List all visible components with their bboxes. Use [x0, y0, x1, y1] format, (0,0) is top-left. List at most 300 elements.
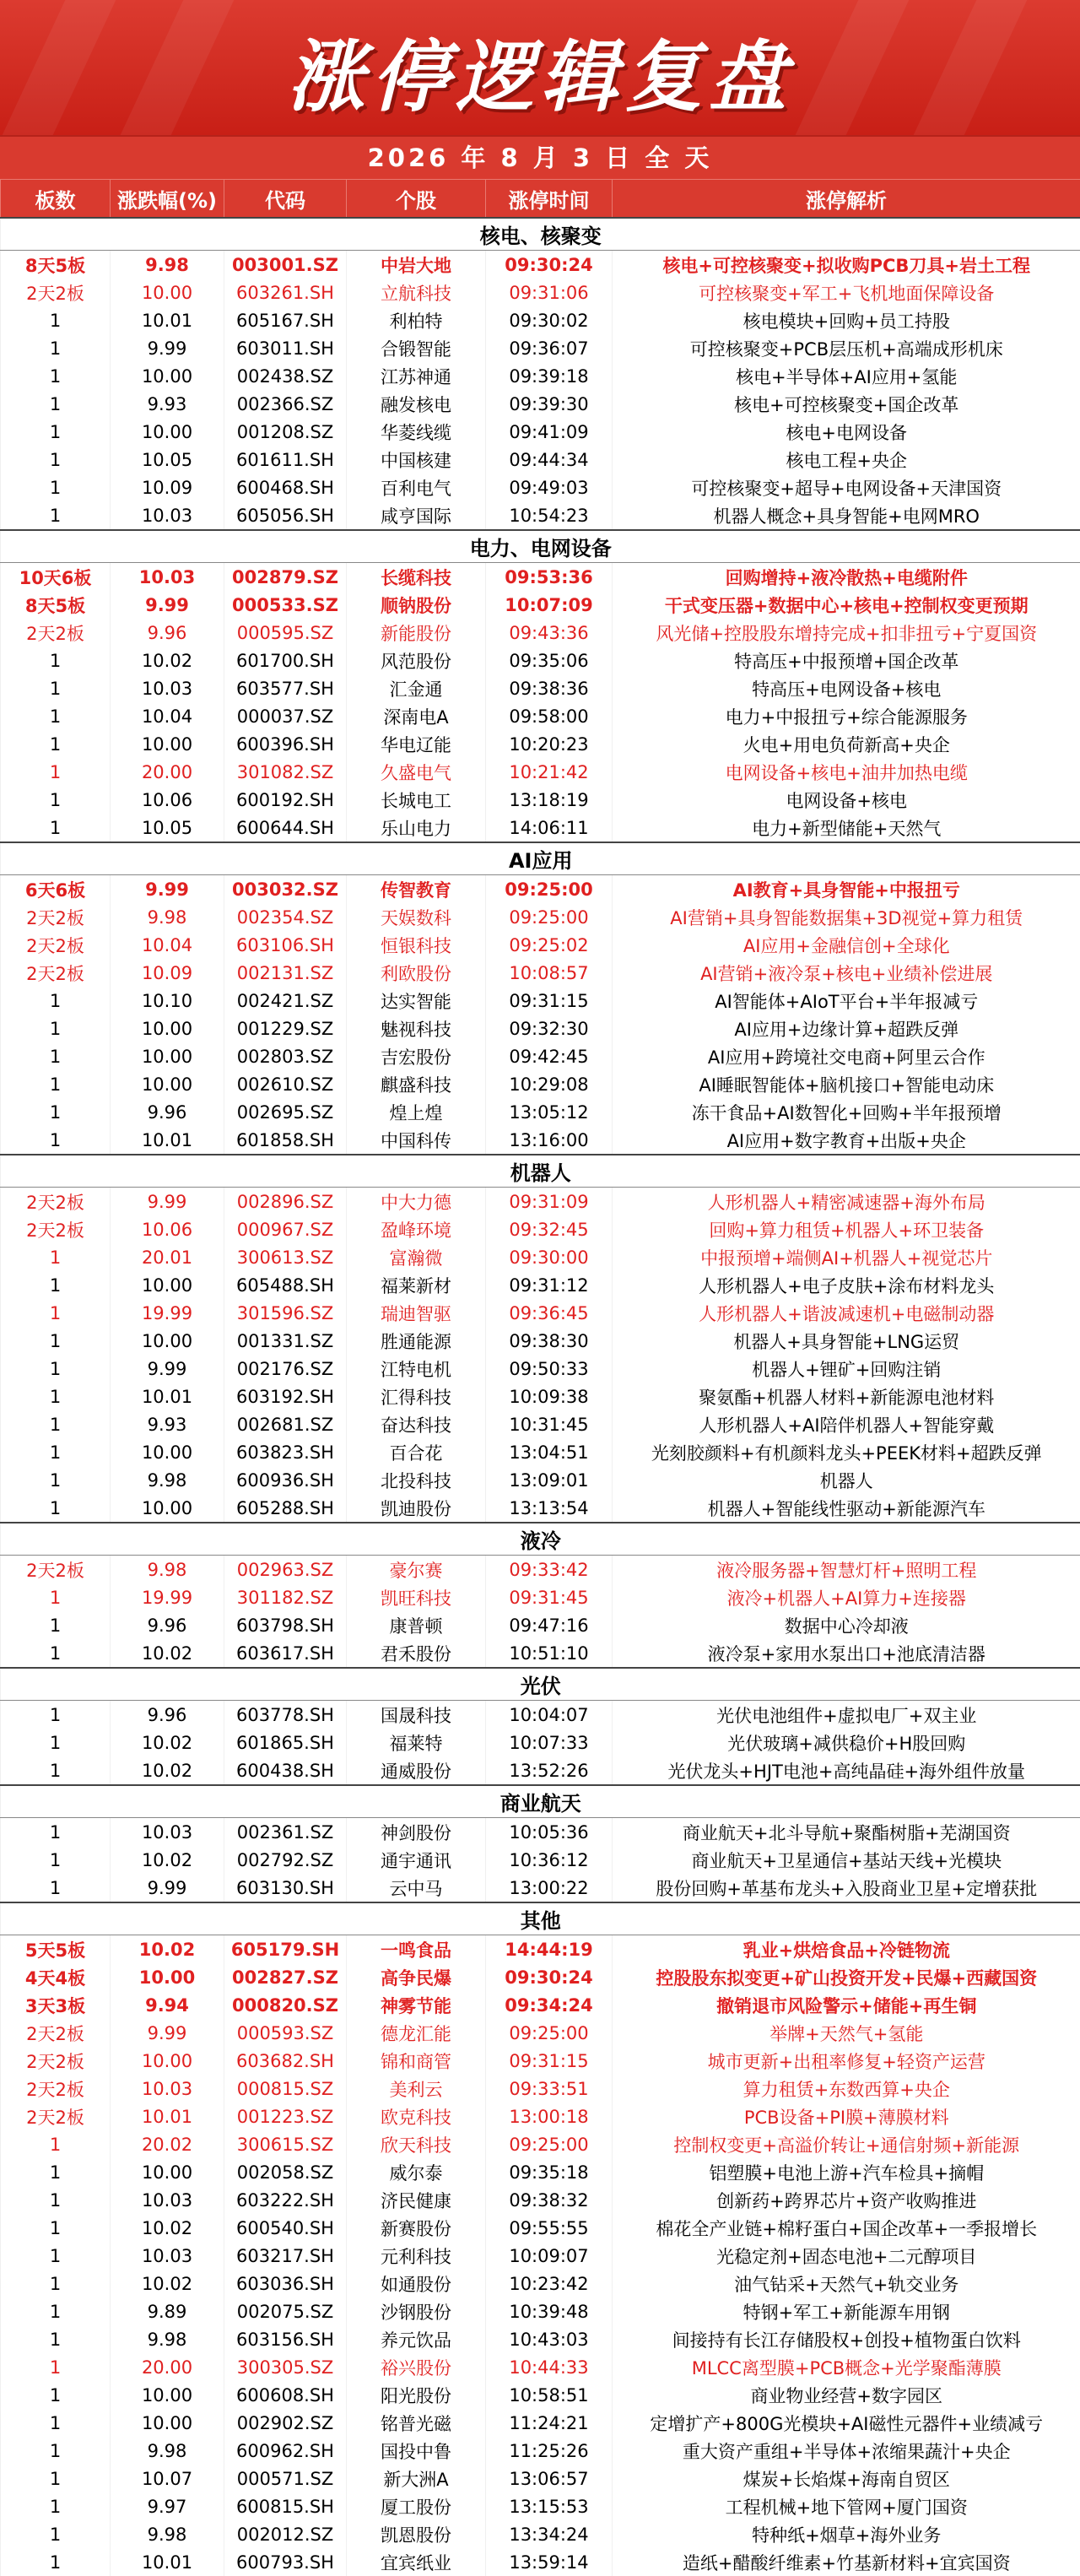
cell-code: 002902.SZ — [224, 2409, 347, 2437]
table-row — [1, 2520, 1080, 2548]
cell-board-count: 1 — [1, 2520, 111, 2548]
cell-reason: 机器人 — [613, 1466, 1080, 1494]
cell-change-pct: 10.02 — [111, 647, 224, 674]
cell-reason: 核电工程+央企 — [613, 446, 1080, 474]
cell-change-pct: 10.03 — [111, 501, 224, 530]
cell-limit-time: 09:33:51 — [486, 2075, 613, 2102]
cell-code: 601611.SH — [224, 446, 347, 474]
cell-limit-time: 13:00:22 — [486, 1874, 613, 1902]
cell-change-pct: 10.00 — [111, 1327, 224, 1355]
cell-reason: 光刻胶颜料+有机颜料龙头+PEEK材料+超跌反弹 — [613, 1438, 1080, 1466]
section-header — [1, 1523, 1080, 1556]
cell-board-count: 1 — [1, 501, 111, 530]
cell-limit-time: 13:09:01 — [486, 1466, 613, 1494]
cell-change-pct: 20.00 — [111, 2353, 224, 2381]
cell-board-count: 1 — [1, 730, 111, 758]
cell-code: 000533.SZ — [224, 591, 347, 619]
cell-stock-name: 百利电气 — [347, 474, 486, 501]
table-row — [1, 1126, 1080, 1155]
cell-stock-name: 福莱新材 — [347, 1271, 486, 1299]
cell-code: 002131.SZ — [224, 959, 347, 987]
cell-reason: 液冷泵+家用水泵出口+池底清洁器 — [613, 1639, 1080, 1668]
table-row — [1, 1015, 1080, 1042]
table-row — [1, 2019, 1080, 2047]
table-row — [1, 674, 1080, 702]
cell-reason: 光伏龙头+HJT电池+高纯晶硅+海外组件放量 — [613, 1756, 1080, 1785]
cell-code: 605288.SH — [224, 1494, 347, 1523]
cell-stock-name: 济民健康 — [347, 2186, 486, 2214]
cell-limit-time: 09:55:55 — [486, 2214, 613, 2242]
cell-limit-time: 10:05:36 — [486, 1818, 613, 1847]
cell-stock-name: 天娱数科 — [347, 903, 486, 931]
cell-board-count: 1 — [1, 1243, 111, 1271]
cell-code: 603011.SH — [224, 334, 347, 362]
cell-board-count: 1 — [1, 1299, 111, 1327]
cell-change-pct: 20.01 — [111, 1243, 224, 1271]
cell-change-pct: 10.09 — [111, 959, 224, 987]
cell-code: 603036.SH — [224, 2270, 347, 2297]
cell-reason: 核电+半导体+AI应用+氢能 — [613, 362, 1080, 390]
cell-reason: 液冷+机器人+AI算力+连接器 — [613, 1583, 1080, 1611]
table-row — [1, 418, 1080, 446]
table-row — [1, 501, 1080, 530]
table-row — [1, 2158, 1080, 2186]
title-banner — [0, 0, 1080, 135]
cell-board-count: 1 — [1, 1438, 111, 1466]
table-row — [1, 251, 1080, 279]
cell-reason: 控制权变更+高溢价转让+通信射频+新能源 — [613, 2130, 1080, 2158]
cell-board-count: 1 — [1, 2548, 111, 2576]
cell-stock-name: 元利科技 — [347, 2242, 486, 2270]
table-row — [1, 1963, 1080, 1991]
cell-stock-name: 乐山电力 — [347, 814, 486, 842]
cell-limit-time: 13:00:18 — [486, 2102, 613, 2130]
cell-change-pct: 9.96 — [111, 1098, 224, 1126]
cell-limit-time: 10:54:23 — [486, 501, 613, 530]
table-row — [1, 2437, 1080, 2465]
cell-code: 603798.SH — [224, 1611, 347, 1639]
section-header — [1, 1155, 1080, 1188]
cell-code: 603577.SH — [224, 674, 347, 702]
cell-code: 300615.SZ — [224, 2130, 347, 2158]
cell-reason: 可控核聚变+超导+电网设备+天津国资 — [613, 474, 1080, 501]
cell-board-count: 1 — [1, 1818, 111, 1847]
cell-code: 002354.SZ — [224, 903, 347, 931]
cell-stock-name: 深南电A — [347, 702, 486, 730]
cell-limit-time: 09:30:02 — [486, 306, 613, 334]
section-title: 光伏 — [1, 1668, 1080, 1701]
cell-change-pct: 9.99 — [111, 2019, 224, 2047]
cell-code: 603261.SH — [224, 279, 347, 306]
cell-limit-time: 10:23:42 — [486, 2270, 613, 2297]
cell-board-count: 1 — [1, 334, 111, 362]
cell-stock-name: 华电辽能 — [347, 730, 486, 758]
cell-board-count: 2天2板 — [1, 2102, 111, 2130]
cell-code: 600815.SH — [224, 2492, 347, 2520]
cell-change-pct: 10.02 — [111, 2270, 224, 2297]
cell-change-pct: 9.96 — [111, 1701, 224, 1729]
cell-change-pct: 10.04 — [111, 931, 224, 959]
cell-change-pct: 10.03 — [111, 563, 224, 592]
table-row — [1, 1556, 1080, 1584]
cell-reason: 核电模块+回购+员工持股 — [613, 306, 1080, 334]
cell-limit-time: 09:33:42 — [486, 1556, 613, 1584]
cell-limit-time: 11:24:21 — [486, 2409, 613, 2437]
cell-board-count: 1 — [1, 1383, 111, 1410]
cell-board-count: 1 — [1, 390, 111, 418]
header-analysis: 涨停解析 — [613, 180, 1080, 219]
cell-code: 002896.SZ — [224, 1188, 347, 1216]
date-bar: 2026 年 8 月 3 日 全 天 — [0, 135, 1080, 179]
cell-limit-time: 10:04:07 — [486, 1701, 613, 1729]
cell-reason: 商业航天+卫星通信+基站天线+光模块 — [613, 1846, 1080, 1874]
cell-stock-name: 久盛电气 — [347, 758, 486, 786]
cell-code: 603130.SH — [224, 1874, 347, 1902]
cell-limit-time: 09:25:02 — [486, 931, 613, 959]
table-row — [1, 2270, 1080, 2297]
cell-board-count: 1 — [1, 1701, 111, 1729]
cell-board-count: 1 — [1, 306, 111, 334]
cell-board-count: 1 — [1, 1466, 111, 1494]
cell-stock-name: 宜宾纸业 — [347, 2548, 486, 2576]
cell-limit-time: 13:18:19 — [486, 786, 613, 814]
cell-change-pct: 9.93 — [111, 1410, 224, 1438]
table-row — [1, 1818, 1080, 1847]
section-title: 核电、核聚变 — [1, 218, 1080, 251]
table-row — [1, 786, 1080, 814]
cell-board-count: 6天6板 — [1, 875, 111, 904]
table-row — [1, 2325, 1080, 2353]
cell-limit-time: 10:29:08 — [486, 1070, 613, 1098]
cell-change-pct: 10.02 — [111, 1639, 224, 1668]
cell-stock-name: 威尔泰 — [347, 2158, 486, 2186]
cell-stock-name: 通宇通讯 — [347, 1846, 486, 1874]
cell-reason: 创新药+跨界芯片+资产收购推进 — [613, 2186, 1080, 2214]
table-row — [1, 1355, 1080, 1383]
cell-change-pct: 10.01 — [111, 1383, 224, 1410]
cell-limit-time: 13:15:53 — [486, 2492, 613, 2520]
cell-board-count: 1 — [1, 1070, 111, 1098]
header-code: 代码 — [224, 180, 347, 219]
table-row — [1, 1243, 1080, 1271]
cell-code: 600192.SH — [224, 786, 347, 814]
cell-limit-time: 09:39:30 — [486, 390, 613, 418]
cell-reason: 举牌+天然气+氢能 — [613, 2019, 1080, 2047]
table-row — [1, 2297, 1080, 2325]
table-row — [1, 2465, 1080, 2492]
cell-code: 603106.SH — [224, 931, 347, 959]
cell-stock-name: 如通股份 — [347, 2270, 486, 2297]
cell-change-pct: 10.05 — [111, 446, 224, 474]
cell-change-pct: 10.00 — [111, 418, 224, 446]
cell-change-pct: 9.99 — [111, 875, 224, 904]
table-row — [1, 702, 1080, 730]
cell-limit-time: 10:09:07 — [486, 2242, 613, 2270]
cell-code: 002695.SZ — [224, 1098, 347, 1126]
cell-board-count: 10天6板 — [1, 563, 111, 592]
cell-board-count: 2天2板 — [1, 1556, 111, 1584]
cell-change-pct: 9.99 — [111, 591, 224, 619]
table-row — [1, 959, 1080, 987]
cell-stock-name: 一鸣食品 — [347, 1935, 486, 1964]
table-row — [1, 390, 1080, 418]
table-row — [1, 2409, 1080, 2437]
cell-reason: 算力租赁+东数西算+央企 — [613, 2075, 1080, 2102]
cell-reason: 人形机器人+谐波减速机+电磁制动器 — [613, 1299, 1080, 1327]
cell-code: 601700.SH — [224, 647, 347, 674]
cell-board-count: 2天2板 — [1, 903, 111, 931]
cell-board-count: 1 — [1, 1494, 111, 1523]
cell-code: 000595.SZ — [224, 619, 347, 647]
table-row — [1, 1466, 1080, 1494]
cell-limit-time: 10:08:57 — [486, 959, 613, 987]
cell-stock-name: 百合花 — [347, 1438, 486, 1466]
cell-board-count: 1 — [1, 1126, 111, 1155]
cell-limit-time: 09:31:12 — [486, 1271, 613, 1299]
cell-change-pct: 9.97 — [111, 2492, 224, 2520]
header-board-count: 板数 — [1, 180, 111, 219]
cell-board-count: 2天2板 — [1, 1215, 111, 1243]
cell-limit-time: 10:20:23 — [486, 730, 613, 758]
table-row — [1, 1935, 1080, 1964]
cell-change-pct: 10.01 — [111, 306, 224, 334]
cell-code: 605056.SH — [224, 501, 347, 530]
cell-reason: 棉花全产业链+棉籽蛋白+国企改革+一季报增长 — [613, 2214, 1080, 2242]
cell-reason: 定增扩产+800G光模块+AI磁性元器件+业绩减亏 — [613, 2409, 1080, 2437]
cell-stock-name: 新大洲A — [347, 2465, 486, 2492]
cell-board-count: 1 — [1, 2242, 111, 2270]
cell-change-pct: 10.05 — [111, 814, 224, 842]
cell-limit-time: 10:09:38 — [486, 1383, 613, 1410]
cell-board-count: 1 — [1, 474, 111, 501]
cell-change-pct: 19.99 — [111, 1583, 224, 1611]
cell-board-count: 1 — [1, 2270, 111, 2297]
cell-code: 001229.SZ — [224, 1015, 347, 1042]
cell-stock-name: 长缆科技 — [347, 563, 486, 592]
table-row — [1, 1846, 1080, 1874]
cell-board-count: 1 — [1, 2325, 111, 2353]
table-row — [1, 446, 1080, 474]
table-row — [1, 306, 1080, 334]
cell-change-pct: 10.00 — [111, 279, 224, 306]
cell-reason: AI教育+具身智能+中报扭亏 — [613, 875, 1080, 904]
cell-reason: 中报预增+端侧AI+机器人+视觉芯片 — [613, 1243, 1080, 1271]
cell-stock-name: 华菱线缆 — [347, 418, 486, 446]
cell-change-pct: 9.99 — [111, 1355, 224, 1383]
cell-board-count: 1 — [1, 1410, 111, 1438]
cell-code: 002075.SZ — [224, 2297, 347, 2325]
cell-code: 603682.SH — [224, 2047, 347, 2075]
table-row — [1, 1438, 1080, 1466]
cell-board-count: 1 — [1, 1042, 111, 1070]
cell-code: 300613.SZ — [224, 1243, 347, 1271]
table-row — [1, 1874, 1080, 1902]
cell-reason: 机器人概念+具身智能+电网MRO — [613, 501, 1080, 530]
cell-board-count: 2天2板 — [1, 959, 111, 987]
cell-board-count: 1 — [1, 2409, 111, 2437]
cell-code: 605167.SH — [224, 306, 347, 334]
cell-board-count: 8天5板 — [1, 591, 111, 619]
cell-board-count: 2天2板 — [1, 2019, 111, 2047]
cell-board-count: 1 — [1, 1729, 111, 1756]
table-row — [1, 1299, 1080, 1327]
cell-change-pct: 10.10 — [111, 987, 224, 1015]
cell-stock-name: 中大力德 — [347, 1188, 486, 1216]
cell-reason: 冻干食品+AI数智化+回购+半年报预增 — [613, 1098, 1080, 1126]
cell-change-pct: 10.00 — [111, 1494, 224, 1523]
cell-change-pct: 9.98 — [111, 903, 224, 931]
cell-stock-name: 通威股份 — [347, 1756, 486, 1785]
cell-limit-time: 09:31:15 — [486, 2047, 613, 2075]
table-row — [1, 2130, 1080, 2158]
table-row — [1, 903, 1080, 931]
table-body — [1, 218, 1080, 2576]
cell-change-pct: 10.03 — [111, 2186, 224, 2214]
cell-stock-name: 利欧股份 — [347, 959, 486, 987]
cell-stock-name: 传智教育 — [347, 875, 486, 904]
cell-stock-name: 阳光股份 — [347, 2381, 486, 2409]
cell-code: 002610.SZ — [224, 1070, 347, 1098]
cell-code: 603217.SH — [224, 2242, 347, 2270]
cell-board-count: 1 — [1, 1611, 111, 1639]
cell-limit-time: 10:43:03 — [486, 2325, 613, 2353]
cell-code: 600608.SH — [224, 2381, 347, 2409]
cell-reason: AI应用+数字教育+出版+央企 — [613, 1126, 1080, 1155]
cell-board-count: 1 — [1, 2465, 111, 2492]
cell-board-count: 2天2板 — [1, 1188, 111, 1216]
cell-limit-time: 09:38:36 — [486, 674, 613, 702]
table-row — [1, 279, 1080, 306]
table-row — [1, 1042, 1080, 1070]
cell-reason: 液冷服务器+智慧灯杆+照明工程 — [613, 1556, 1080, 1584]
cell-reason: 光伏玻璃+减供稳价+H股回购 — [613, 1729, 1080, 1756]
cell-change-pct: 9.99 — [111, 334, 224, 362]
cell-limit-time: 09:32:45 — [486, 1215, 613, 1243]
cell-change-pct: 10.07 — [111, 2465, 224, 2492]
cell-reason: PCB设备+PI膜+薄膜材料 — [613, 2102, 1080, 2130]
cell-change-pct: 10.06 — [111, 786, 224, 814]
cell-limit-time: 10:58:51 — [486, 2381, 613, 2409]
cell-change-pct: 9.99 — [111, 1188, 224, 1216]
cell-stock-name: 融发核电 — [347, 390, 486, 418]
cell-stock-name: 欧克科技 — [347, 2102, 486, 2130]
table-row — [1, 875, 1080, 904]
cell-board-count: 1 — [1, 2437, 111, 2465]
cell-reason: 核电+电网设备 — [613, 418, 1080, 446]
cell-code: 001331.SZ — [224, 1327, 347, 1355]
cell-reason: 数据中心冷却液 — [613, 1611, 1080, 1639]
section-title: 机器人 — [1, 1155, 1080, 1188]
cell-reason: 电力+中报扭亏+综合能源服务 — [613, 702, 1080, 730]
cell-limit-time: 10:39:48 — [486, 2297, 613, 2325]
table-row — [1, 2075, 1080, 2102]
cell-board-count: 1 — [1, 786, 111, 814]
cell-stock-name: 中岩大地 — [347, 251, 486, 279]
cell-change-pct: 9.89 — [111, 2297, 224, 2325]
cell-change-pct: 10.02 — [111, 1729, 224, 1756]
cell-stock-name: 中国科传 — [347, 1126, 486, 1155]
cell-change-pct: 10.00 — [111, 1015, 224, 1042]
cell-reason: 间接持有长江存储股权+创投+植物蛋白饮料 — [613, 2325, 1080, 2353]
cell-stock-name: 神剑股份 — [347, 1818, 486, 1847]
cell-code: 002827.SZ — [224, 1963, 347, 1991]
cell-code: 002879.SZ — [224, 563, 347, 592]
cell-board-count: 1 — [1, 1639, 111, 1668]
table-row — [1, 2102, 1080, 2130]
table-row — [1, 619, 1080, 647]
cell-stock-name: 长城电工 — [347, 786, 486, 814]
cell-change-pct: 9.96 — [111, 1611, 224, 1639]
cell-change-pct: 9.98 — [111, 2325, 224, 2353]
cell-board-count: 1 — [1, 446, 111, 474]
table-row — [1, 730, 1080, 758]
cell-board-count: 1 — [1, 1015, 111, 1042]
cell-board-count: 1 — [1, 647, 111, 674]
cell-stock-name: 国晟科技 — [347, 1701, 486, 1729]
cell-limit-time: 09:31:06 — [486, 279, 613, 306]
table-row — [1, 931, 1080, 959]
cell-stock-name: 新能股份 — [347, 619, 486, 647]
table-row — [1, 1639, 1080, 1668]
cell-board-count: 5天5板 — [1, 1935, 111, 1964]
cell-change-pct: 10.00 — [111, 2381, 224, 2409]
cell-board-count: 4天4板 — [1, 1963, 111, 1991]
cell-limit-time: 09:30:24 — [486, 251, 613, 279]
cell-board-count: 1 — [1, 2130, 111, 2158]
cell-code: 603617.SH — [224, 1639, 347, 1668]
cell-stock-name: 锦和商管 — [347, 2047, 486, 2075]
cell-board-count: 2天2板 — [1, 279, 111, 306]
cell-code: 002366.SZ — [224, 390, 347, 418]
cell-stock-name: 魅视科技 — [347, 1015, 486, 1042]
cell-change-pct: 10.02 — [111, 1756, 224, 1785]
table-row — [1, 2047, 1080, 2075]
cell-stock-name: 云中马 — [347, 1874, 486, 1902]
cell-change-pct: 9.98 — [111, 1556, 224, 1584]
table-row — [1, 563, 1080, 592]
cell-reason: 铝塑膜+电池上游+汽车检具+摘帽 — [613, 2158, 1080, 2186]
cell-stock-name: 新赛股份 — [347, 2214, 486, 2242]
cell-stock-name: 裕兴股份 — [347, 2353, 486, 2381]
cell-change-pct: 10.09 — [111, 474, 224, 501]
cell-reason: 可控核聚变+军工+飞机地面保障设备 — [613, 279, 1080, 306]
table-row — [1, 2214, 1080, 2242]
cell-stock-name: 顺钠股份 — [347, 591, 486, 619]
cell-reason: 商业物业经营+数字园区 — [613, 2381, 1080, 2409]
cell-change-pct: 10.03 — [111, 1818, 224, 1847]
cell-board-count: 1 — [1, 1098, 111, 1126]
section-title: 商业航天 — [1, 1785, 1080, 1818]
cell-board-count: 1 — [1, 1846, 111, 1874]
cell-reason: 机器人+智能线性驱动+新能源汽车 — [613, 1494, 1080, 1523]
table-row — [1, 1271, 1080, 1299]
cell-board-count: 1 — [1, 702, 111, 730]
cell-change-pct: 10.00 — [111, 1963, 224, 1991]
cell-stock-name: 美利云 — [347, 2075, 486, 2102]
cell-change-pct: 9.98 — [111, 1466, 224, 1494]
table-row — [1, 1410, 1080, 1438]
cell-limit-time: 09:30:00 — [486, 1243, 613, 1271]
cell-stock-name: 汇得科技 — [347, 1383, 486, 1410]
cell-board-count: 1 — [1, 2381, 111, 2409]
cell-board-count: 1 — [1, 2214, 111, 2242]
cell-reason: 重大资产重组+半导体+浓缩果蔬汁+央企 — [613, 2437, 1080, 2465]
cell-stock-name: 国投中鲁 — [347, 2437, 486, 2465]
cell-reason: 核电+可控核聚变+国企改革 — [613, 390, 1080, 418]
cell-stock-name: 立航科技 — [347, 279, 486, 306]
cell-code: 002681.SZ — [224, 1410, 347, 1438]
cell-code: 002058.SZ — [224, 2158, 347, 2186]
